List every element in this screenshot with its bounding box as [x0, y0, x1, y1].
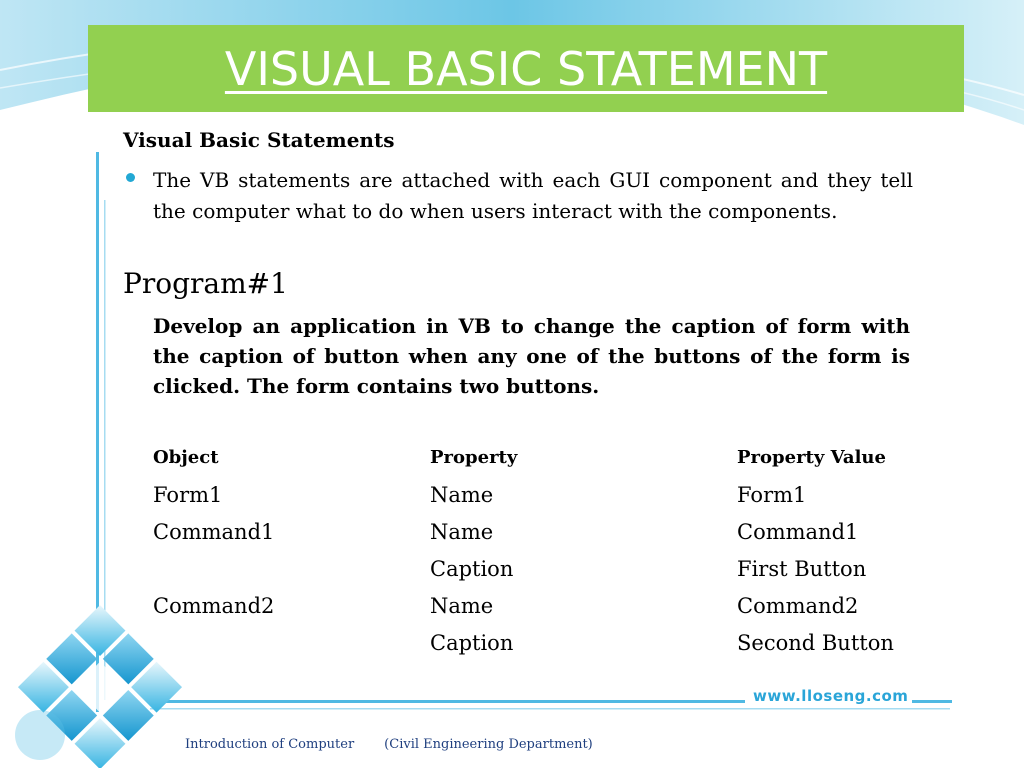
header-property: Property	[430, 447, 518, 468]
property-cell: Name	[430, 483, 494, 507]
property-cell: Name	[430, 520, 494, 544]
slide-title: VISUAL BASIC STATEMENT	[224, 41, 828, 96]
value-cell: Second Button	[737, 631, 894, 655]
table-row	[153, 520, 913, 557]
bullet-item	[123, 165, 913, 227]
value-cell: Command1	[737, 520, 859, 544]
bottom-accent-line	[150, 700, 745, 703]
value-cell: Form1	[737, 483, 807, 507]
table-header-row	[153, 447, 913, 483]
property-cell: Name	[430, 594, 494, 618]
object-cell: Form1	[153, 483, 223, 507]
program-heading: Program#1	[123, 267, 288, 300]
footer-department: (Civil Engineering Department)	[384, 737, 593, 752]
table-row	[153, 557, 913, 594]
header-object: Object	[153, 447, 219, 468]
table-row	[153, 483, 913, 520]
object-cell: Command1	[153, 520, 275, 544]
program-description: Develop an application in VB to change the caption of form with the caption of button when any one of the buttons of the form is clicked. The form contains two buttons.	[153, 314, 910, 398]
value-cell: Command2	[737, 594, 859, 618]
value-cell: First Button	[737, 557, 867, 581]
table-row	[153, 631, 913, 668]
bullet-dot-icon	[126, 173, 135, 182]
footer-course: Introduction of Computer	[185, 737, 355, 752]
sub-heading: Visual Basic Statements	[123, 128, 395, 152]
property-cell: Caption	[430, 557, 514, 581]
object-cell: Command2	[153, 594, 275, 618]
footer	[185, 737, 593, 752]
property-cell: Caption	[430, 631, 514, 655]
title-bar	[88, 25, 964, 112]
property-table	[153, 447, 913, 668]
bullet-text: The VB statements are attached with each GUI component and they tell the computer what to do when users interact with the components.	[153, 168, 913, 223]
header-property-value: Property Value	[737, 447, 886, 468]
website-url: www.lloseng.com	[753, 687, 909, 705]
table-row	[153, 594, 913, 631]
